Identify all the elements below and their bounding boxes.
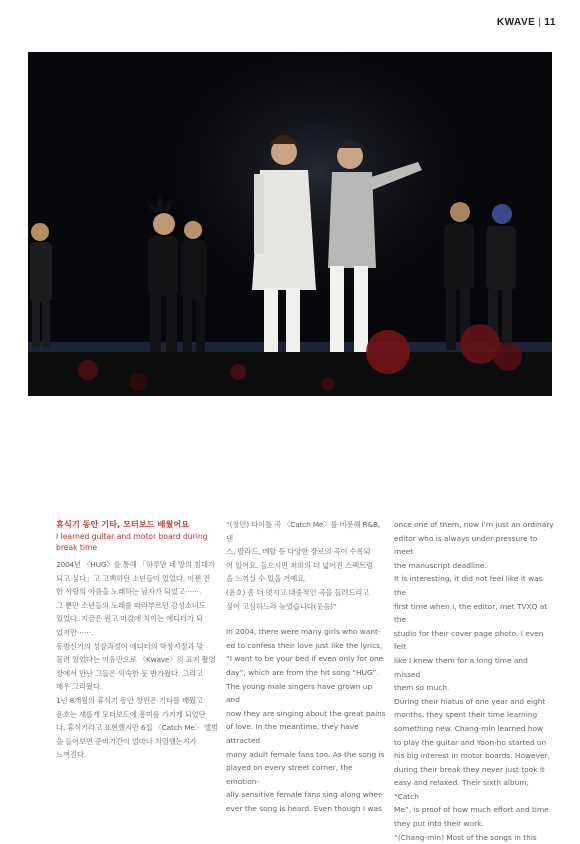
body-line: once one of them, now I’m just an ordinary: [394, 520, 554, 529]
page-number: 11: [544, 17, 556, 28]
body-line: Me”, is proof of how much effort and time: [394, 805, 549, 815]
body-line: The young male singers have grown up and: [226, 681, 373, 705]
body-line: 었지만⋯⋯.: [56, 627, 94, 637]
body-line: ally sensitive female fans sing along wher-: [226, 790, 384, 800]
body-line: 어 있어요. 들으시면 저희의 더 넓어진 스펙트럼: [226, 560, 373, 570]
body-line: now they are singing about the great pains: [226, 708, 386, 718]
body-line: 있었다. 지금은 원고 마감에 치이는 에디터가 되: [56, 614, 203, 624]
body-line: “(창민) 타이틀 곡 〈Catch Me〉를 비롯해 R&B, 댄: [226, 520, 381, 543]
body-line: (윤호) 좀 더 멋지고 대중적인 곡을 들려드리고: [226, 587, 370, 597]
body-line: studio for their cover page photo. I even felt: [394, 628, 544, 652]
body-line: many adult female fans too. As the song is: [226, 749, 385, 759]
body-line: to play the guitar and Yoon-ho started on: [394, 737, 547, 747]
body-line: like I knew them for a long time and missed: [394, 655, 528, 679]
body-line: during their break they never just took it: [394, 764, 545, 774]
body-line: “(Chang-min) Most of the songs in this: [394, 832, 537, 842]
body-line: 그 뿐만 소년들의 노래를 따라부르던 감성소녀도: [56, 600, 206, 610]
body-line: them so much.: [394, 683, 450, 693]
section-heading-korean: 휴식기 동안 기타, 모터보드 배웠어요: [56, 519, 190, 529]
middle-column: [226, 518, 388, 815]
concert-photo: [28, 52, 552, 396]
body-line: 다. 휴식기라고 표현했지만 6집 〈Catch Me〉 앨범: [56, 723, 218, 733]
heading-english-line-1: I learned guitar and motor board during: [56, 532, 208, 541]
body-line: ed to confess their love just like the lyrics,: [226, 640, 383, 650]
right-column: [394, 518, 556, 844]
body-line: 2004년 〈HUG〉를 통해 「하루만 네 방의 침대가: [56, 560, 215, 569]
body-line: they put into their work.: [394, 819, 484, 829]
left-column: [56, 518, 224, 762]
body-line: ever the song is heard. Even though I was: [226, 803, 382, 813]
body-line: 싶어 고심하느라 늦었습니다(웃음)”: [226, 601, 337, 611]
page-header: [497, 17, 556, 28]
body-line: It is interesting, it did not feel like it was the: [394, 574, 543, 597]
body-line: months, they spent their time learning: [394, 710, 538, 720]
body-line: his big interest in motor boards. However,: [394, 751, 550, 761]
body-line: During their hiatus of one year and eight: [394, 696, 546, 706]
body-line: 느껴진다.: [56, 750, 86, 760]
concert-photo-icon: [28, 52, 552, 396]
body-line: 을 들어보면 준비기간이 얼마나 치열했는지가: [56, 736, 197, 746]
body-line: 되고 싶다」고 고백하던 소년들이 있었다. 이젠 진: [56, 573, 211, 583]
header-separator: |: [538, 17, 542, 28]
body-line: something new. Chang-min learned how: [394, 723, 544, 733]
body-line: 스, 발라드, 메탈 등 다양한 장르의 곡이 수록되: [226, 547, 371, 557]
heading-english-line-2: break time: [56, 543, 98, 552]
body-line: day”, which are from the hit song “HUG”.: [226, 667, 379, 677]
body-line: In 2004, there were many girls who want-: [226, 627, 381, 637]
body-line: 매우 그리웠다.: [56, 682, 102, 692]
body-line: “I want to be your bed if even only for one: [226, 654, 384, 664]
body-line: easy and relaxed. Their sixth album, “Catch: [394, 778, 529, 801]
body-line: 을 느끼실 수 있을 거예요.: [226, 574, 307, 584]
body-line: played on every street corner, the emotion-: [226, 763, 353, 786]
body-line: 동방신기의 성장과정이 에디터의 학창시절과 맞: [56, 641, 204, 651]
section-heading-english: [56, 531, 224, 553]
body-line: 장에서 만난 그들은 익숙한 듯 반가웠다. 그리고: [56, 668, 203, 678]
body-line: the manuscript deadline.: [394, 560, 487, 570]
body-line: 한 사랑의 아픔을 노래하는 남자가 되었고⋯⋯.: [56, 587, 202, 597]
body-line: of love. In the meantime, they have attracted: [226, 722, 359, 745]
body-line: 1년 8개월의 휴식기 동안 창민은 기타를 배웠고: [56, 695, 203, 705]
body-line: 물려 있었다는 이유만으로 〈Kwave〉의 표지 촬영: [56, 655, 216, 665]
body-line: editor who is always under pressure to meet: [394, 533, 538, 557]
body-line: first time when I, the editor, met TVXQ at the: [394, 601, 548, 625]
magazine-brand: KWAVE: [496, 17, 536, 28]
body-line: 윤호는 새롭게 모터보드에 흥미를 가지게 되었단: [56, 709, 206, 719]
